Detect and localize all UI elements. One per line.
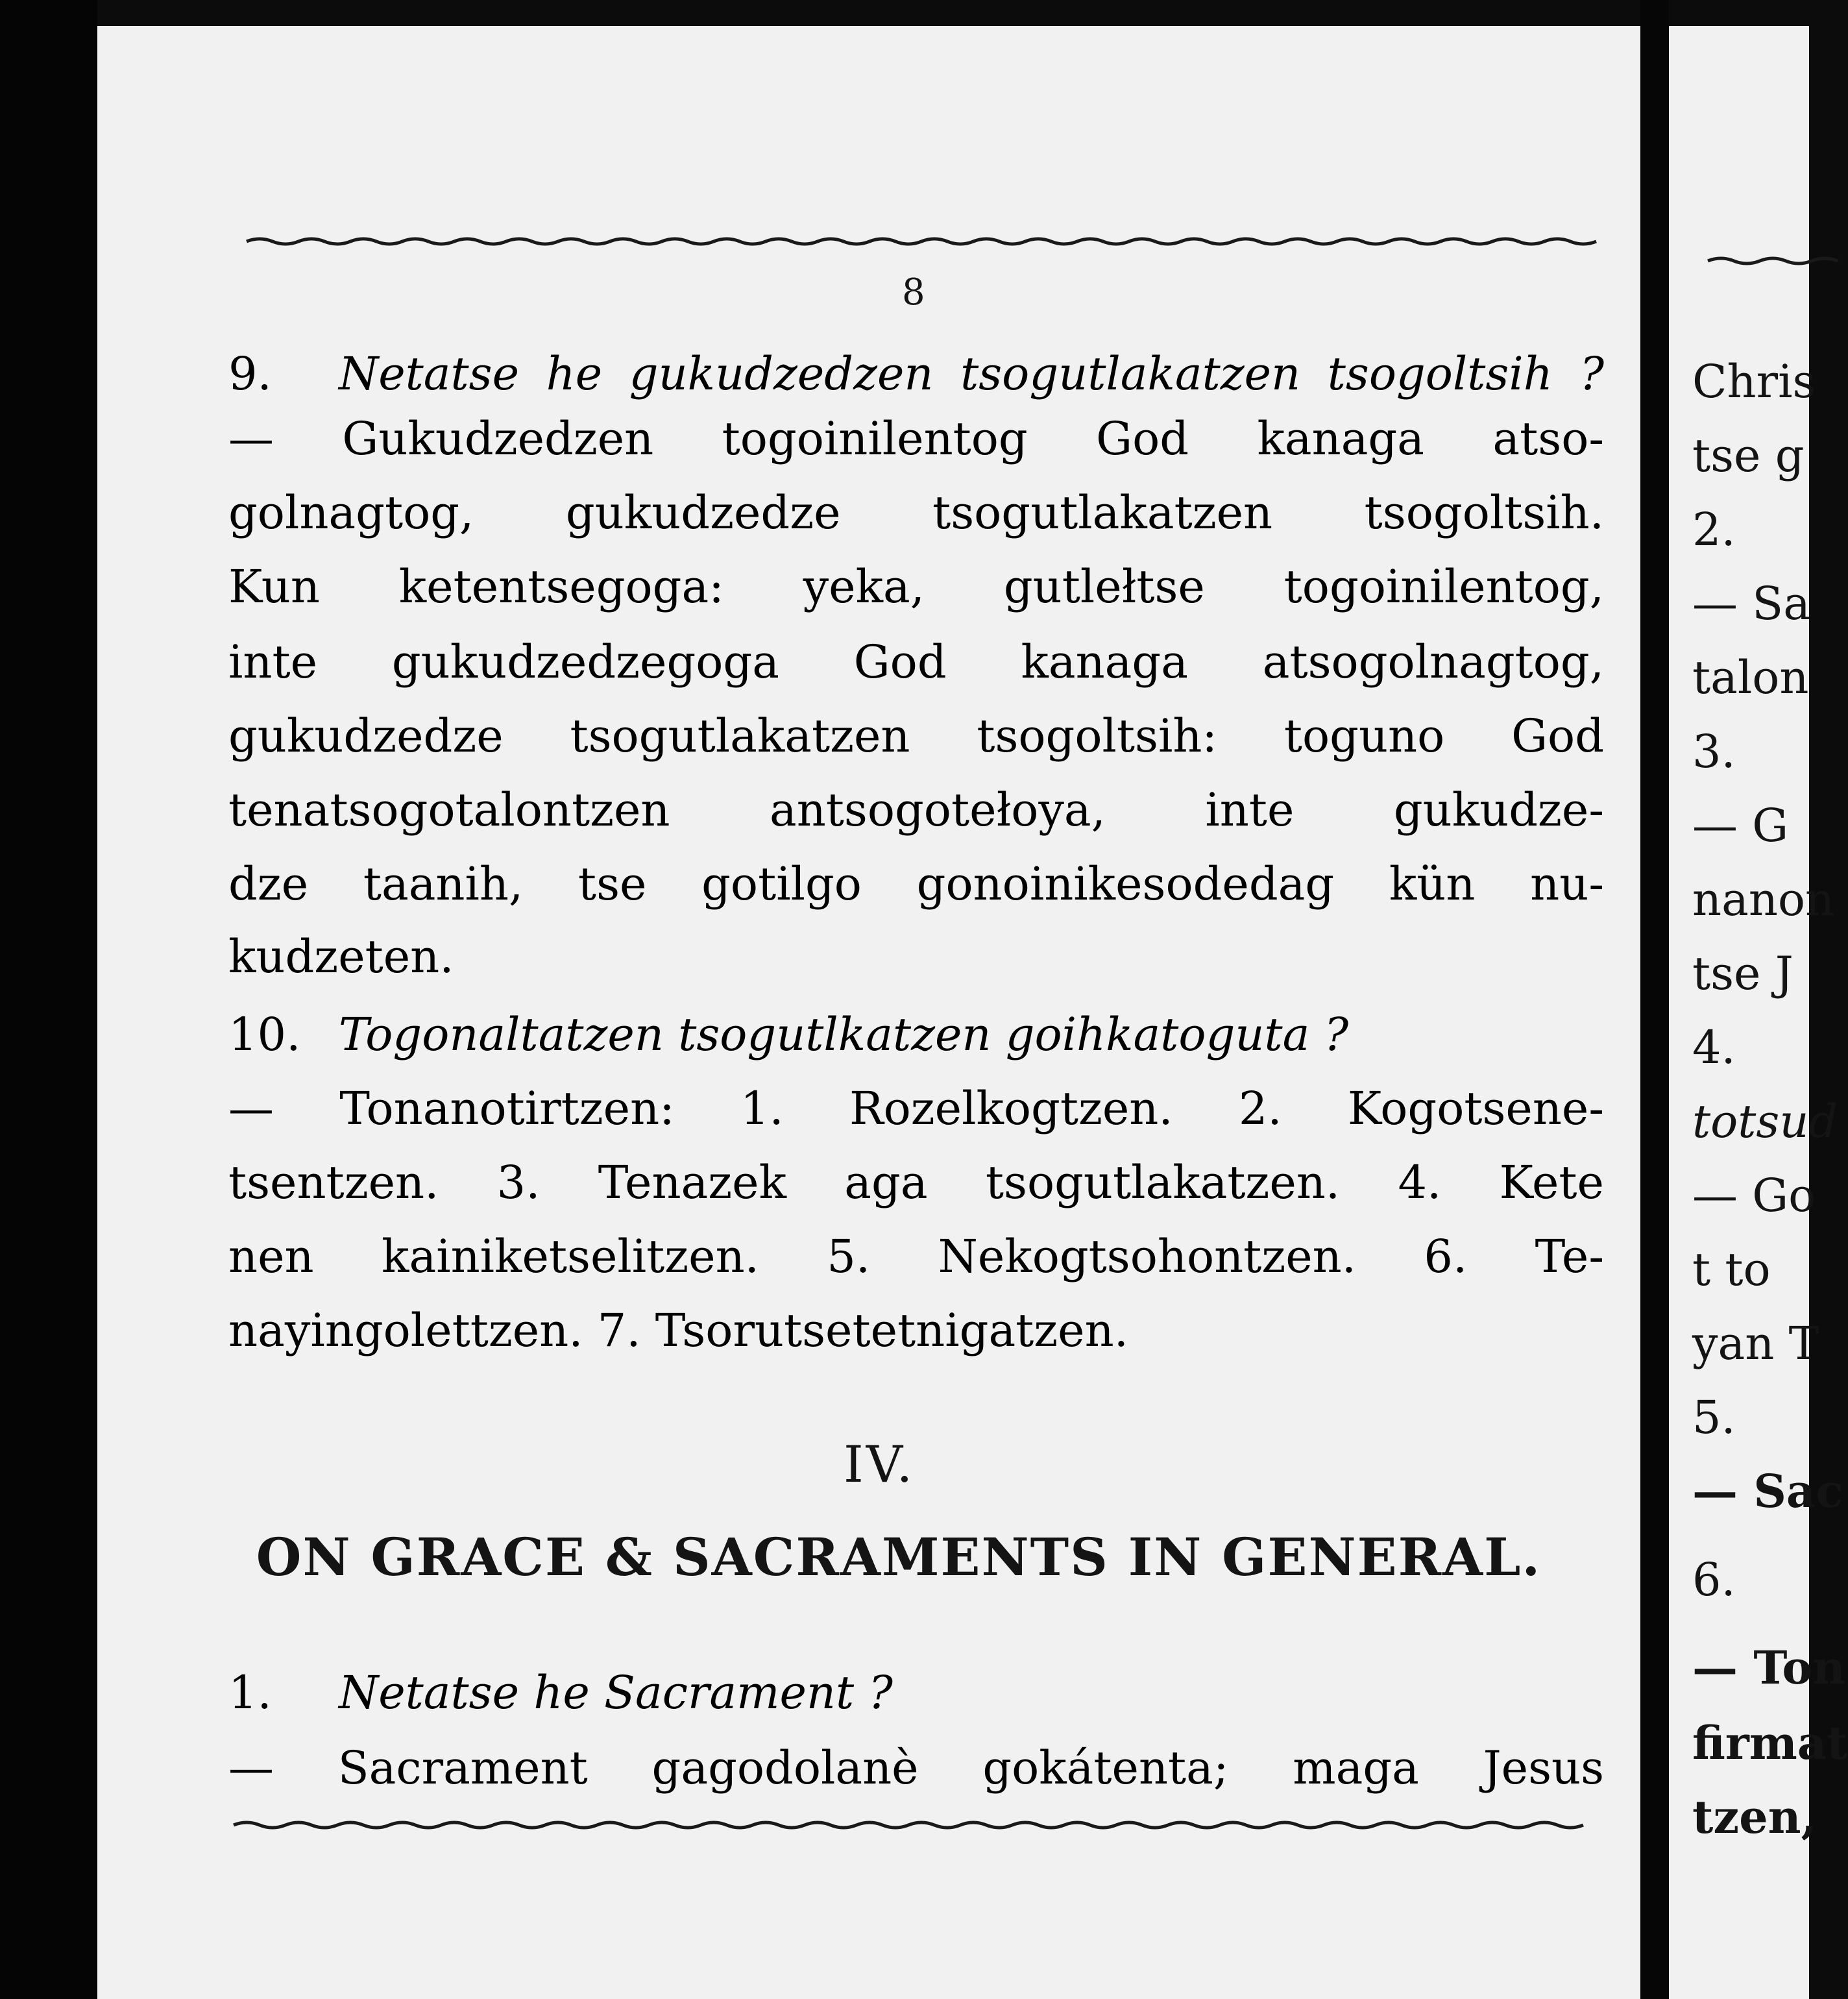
right-page-fragment: tse g [1692, 429, 1805, 482]
section-4-question-1-text: Netatse he Sacrament ? [339, 1666, 893, 1719]
answer-10-line: nayingolettzen. 7. Tsorutsetetnigatzen. [228, 1304, 1128, 1357]
book-spine-shadow [0, 0, 97, 1999]
question-10 [228, 1003, 1604, 1066]
answer-10-line: tsentzen. 3. Tenazek aga tsogutlakatzen. 4. Kete [228, 1156, 1604, 1209]
section-4-answer-1-line: — Sacrament gagodolanè gokátenta; maga Jesus [228, 1741, 1604, 1795]
right-page-fragment: tse J [1692, 947, 1793, 1000]
section-4-question-1-number: 1. [228, 1666, 272, 1719]
answer-9-line: gukudzedze tsogutlakatzen tsogoltsih: toguno God [228, 709, 1604, 763]
right-page-fragment: yan T [1692, 1317, 1819, 1370]
answer-9-line: dze taanih, tse gotilgo gonoinikesodedag kün nu- [228, 857, 1604, 911]
right-page-fragment: firmat [1692, 1716, 1848, 1770]
answer-10-line: — Tonanotirtzen: 1. Rozelkogtzen. 2. Kogotsene- [228, 1082, 1604, 1135]
question-9-text: Netatse he gukudzedzen tsogutlakatzen tsogoltsih ? [339, 347, 1604, 400]
right-page-fragment: totsud [1692, 1095, 1838, 1148]
answer-9-line: golnagtog, gukudzedze tsogutlakatzen tsogoltsih. [228, 486, 1604, 539]
question-9-number: 9. [228, 347, 272, 400]
right-page-fragment: — Sa [1692, 577, 1810, 630]
page-gutter [1640, 0, 1669, 1999]
question-9 [228, 343, 1604, 405]
right-page-fragment: tzen, [1692, 1790, 1817, 1844]
top-rule [247, 234, 1616, 249]
right-page-fragment: — Go [1692, 1169, 1816, 1222]
right-page-fragment: talon [1692, 651, 1809, 704]
answer-9-line: tenatsogotalontzen antsogotełoya, inte gukudze- [228, 783, 1604, 837]
question-10-text: Togonaltatzen tsogutlkatzen goihkatoguta ? [339, 1008, 1349, 1061]
page-number: 8 [902, 271, 925, 313]
right-page-fragment: 6. [1692, 1553, 1736, 1606]
right-page-top-rule [1708, 253, 1848, 269]
right-page-fragment: 5. [1692, 1391, 1736, 1444]
section-4-question-1 [228, 1662, 1604, 1724]
answer-9-line: kudzeten. [228, 930, 454, 983]
right-page-fragment: t to [1692, 1243, 1771, 1296]
section-title: ON GRACE & SACRAMENTS IN GENERAL. [256, 1527, 1542, 1588]
right-page-fragment: 3. [1692, 725, 1736, 778]
answer-9-line: Kun ketentsegoga: yeka, gutlełtse togoinilentog, [228, 560, 1604, 613]
right-page-fragment: — Sac [1692, 1464, 1843, 1518]
answer-9-line: inte gukudzedzegoga God kanaga atsogolnagtog, [228, 635, 1604, 689]
question-10-number: 10. [228, 1008, 301, 1061]
right-page-fragment: — Ton [1692, 1641, 1846, 1695]
answer-10-line: nen kainiketselitzen. 5. Nekogtsohontzen. 6. Te- [228, 1230, 1604, 1283]
bottom-rule [234, 1817, 1583, 1833]
right-page-fragment: nanon [1692, 873, 1835, 926]
right-page-fragment: Chris [1692, 355, 1816, 408]
answer-9-line: — Gukudzedzen togoinilentog God kanaga atso- [228, 412, 1604, 465]
right-page-fragment: 4. [1692, 1021, 1736, 1074]
right-page-fragment: 2. [1692, 503, 1736, 556]
right-page [1669, 26, 1848, 1999]
right-page-fragment: — G [1692, 799, 1789, 852]
section-roman-numeral: IV. [844, 1436, 916, 1494]
